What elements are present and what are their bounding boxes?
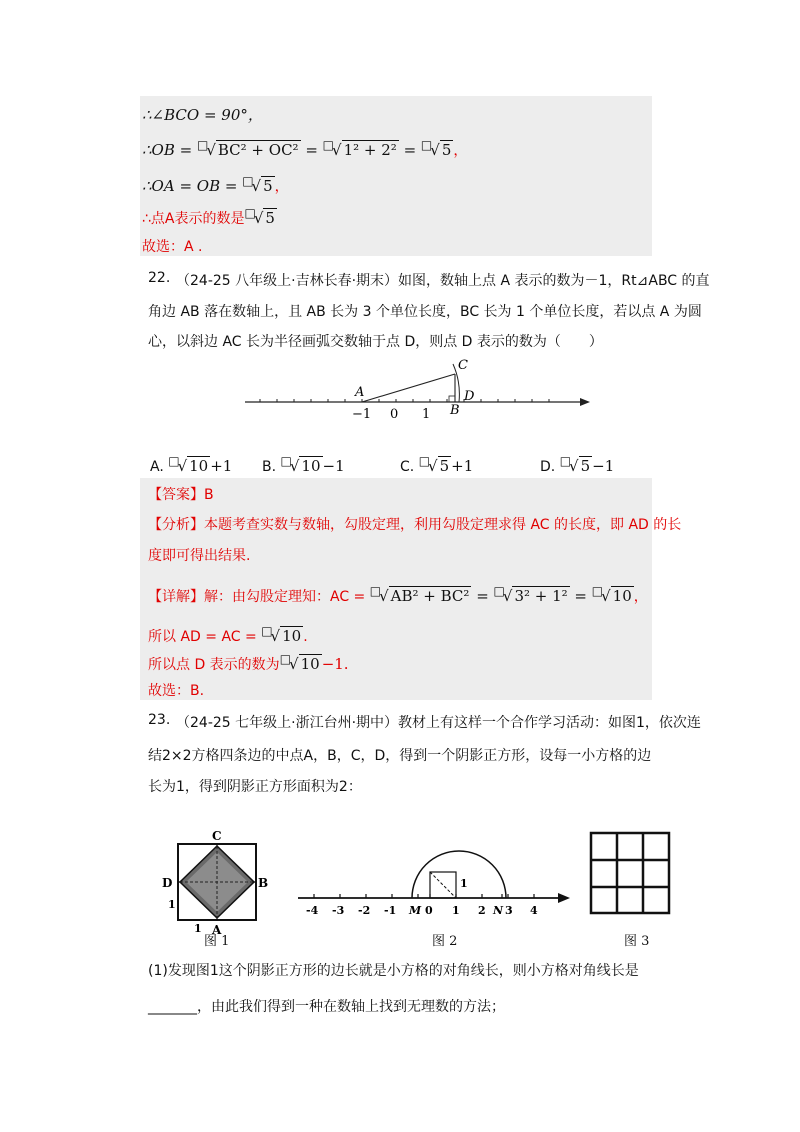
- fig2-tick-3: 3: [505, 904, 513, 917]
- fig2-caption: 图 2: [432, 934, 458, 949]
- fig2-tick-neg4: -4: [306, 904, 319, 917]
- fig2-label-n: N: [493, 904, 504, 917]
- q22-tick-0: 0: [390, 407, 399, 422]
- fig1-one-left: 1: [168, 898, 176, 911]
- fig2-tick-0: 0: [425, 904, 433, 917]
- q22-choice-d[interactable]: D. □√ 5 −1: [540, 454, 615, 475]
- q22-choice-b[interactable]: B. □√ 10 −1: [262, 454, 345, 475]
- q22-text-1: （24-25 八年级上·吉林长春·期末）如图，数轴上点 A 表示的数为－1，Rt⊿ABC 的直: [176, 273, 710, 289]
- fig1-one-bottom: 1: [194, 922, 202, 935]
- fig2-tick-neg2: -2: [358, 904, 371, 917]
- fig1-label-d: D: [162, 876, 173, 890]
- prev-line-5: 故选：A .: [142, 239, 203, 255]
- prev-line-1: ∴∠BCO = 90°，: [142, 106, 263, 124]
- q22-detail-3: 所以点 D 表示的数为□√ 10 −1.: [148, 652, 349, 673]
- q22-detail-2: 所以 AD = AC = □√ 10 .: [148, 624, 308, 645]
- q22-number: 22.: [148, 270, 171, 286]
- fig1-label-c: C: [212, 829, 222, 843]
- q23-sub1-blank[interactable]: _______: [148, 999, 197, 1015]
- fig2-label-m: M: [409, 904, 422, 917]
- fig2-tick-1: 1: [452, 904, 460, 917]
- fig2-tick-neg1: -1: [384, 904, 397, 917]
- fig3-caption: 图 3: [624, 934, 650, 949]
- q22-label-c: C: [458, 358, 468, 373]
- q23-figure-3: [588, 830, 674, 920]
- fig2-tick-neg3: -3: [332, 904, 345, 917]
- fig2-label-1-side: 1: [460, 877, 468, 890]
- q22-choice-a[interactable]: A. □√ 10 +1: [150, 454, 233, 475]
- q22-choice-c[interactable]: C. □√ 5 +1: [400, 454, 474, 475]
- q23-sub1-line2: _______，由此我们得到一种在数轴上找到无理数的方法；: [148, 999, 505, 1015]
- prev-line-3: ∴OA = OB = □√ 5 ，: [142, 174, 289, 195]
- prev-line-4: ∴点A表示的数是□√ 5: [142, 206, 275, 227]
- q23-number: 23.: [148, 712, 171, 728]
- q23-text-1: （24-25 七年级上·浙江台州·期中）教材上有这样一个合作学习活动：如图1，依次连: [176, 715, 701, 731]
- q22-text-3: 心，以斜边 AC 长为半径画弧交数轴于点 D，则点 D 表示的数为（ ）: [148, 334, 603, 350]
- q22-label-a: A: [355, 385, 365, 400]
- q22-detail-4: 故选：B.: [148, 683, 205, 699]
- prev-line-2: ∴OB = □√ BC² + OC² = □√ 1² + 2² = □√ 5 ，: [142, 138, 468, 159]
- fig2-tick-2: 2: [478, 904, 486, 917]
- q22-label-d: D: [464, 389, 475, 404]
- fig1-label-b: B: [258, 876, 269, 890]
- fig1-label-a: A: [212, 923, 222, 937]
- q23-text-2: 结2×2方格四条边的中点A，B，C，D，得到一个阴影正方形，设每一小方格的边: [148, 748, 652, 764]
- q22-label-b: B: [450, 403, 460, 418]
- q23-text-3: 长为1，得到阴影正方形面积为2：: [148, 779, 362, 795]
- q22-analysis-2: 度即可得出结果.: [148, 548, 251, 564]
- q23-figure-2: [292, 842, 574, 924]
- q22-detail-1: 【详解】解：由勾股定理知：AC = □√ AB² + BC² = □√ 3² + 1² = □√ 10 ，: [148, 584, 648, 605]
- q23-sub1-line1: (1)发现图1这个阴影正方形的边长就是小方格的对角线长，则小方格对角线长是: [148, 963, 639, 979]
- fig1-caption: 图 1: [204, 934, 230, 949]
- q22-text-2: 角边 AB 落在数轴上，且 AB 长为 3 个单位长度，BC 长为 1 个单位长度，若以点 A 为圆: [148, 304, 702, 320]
- q22-tick-1: 1: [422, 407, 431, 422]
- fig2-tick-4: 4: [530, 904, 538, 917]
- q22-answer: 【答案】B: [148, 487, 214, 503]
- q22-number-line-figure: [240, 352, 590, 422]
- q22-analysis-1: 【分析】本题考查实数与数轴，勾股定理，利用勾股定理求得 AC 的长度，即 AD 的长: [148, 517, 682, 533]
- q22-tick-neg1: −1: [352, 407, 372, 422]
